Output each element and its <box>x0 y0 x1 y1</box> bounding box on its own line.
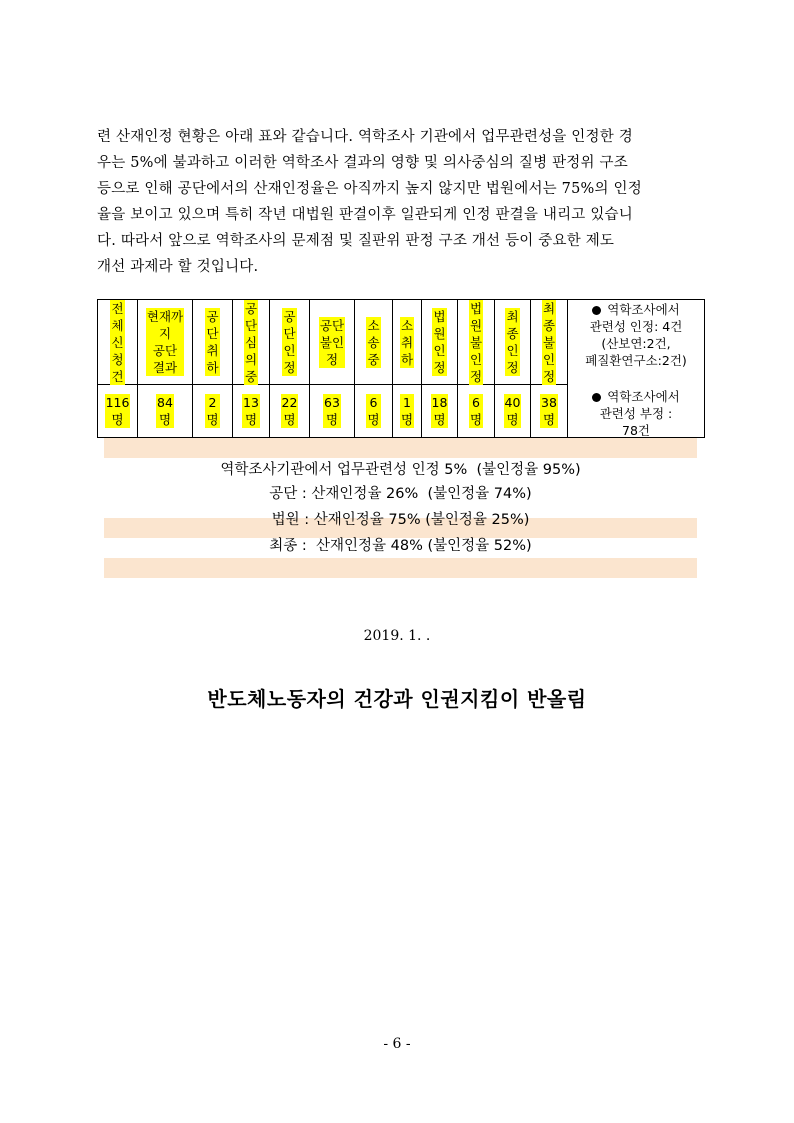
value-label: 18 명 <box>431 394 448 427</box>
summary-line-corporation: 공단 : 산재인정율 26% (불인정율 74%) <box>269 486 532 502</box>
value-cell <box>458 384 495 437</box>
header-label: 공 단 취 하 <box>206 309 219 375</box>
header-cell <box>233 300 270 384</box>
body-paragraph <box>97 124 667 280</box>
status-table <box>97 299 705 438</box>
header-cell <box>138 300 193 384</box>
header-label: 소 취 하 <box>400 317 414 367</box>
header-cell <box>193 300 233 384</box>
summary-line-court: 법원 : 산재인정율 75% (불인정율 25%) <box>271 512 530 528</box>
value-cell <box>422 384 458 437</box>
value-label: 22 명 <box>281 394 298 427</box>
value-cell <box>495 384 531 437</box>
value-label: 6 명 <box>367 394 380 427</box>
paragraph-line: 다. 따라서 앞으로 역학조사의 문제점 및 질판위 판정 구조 개선 등이 중요한 제도 <box>97 233 615 249</box>
bullet-icon <box>592 393 601 402</box>
header-cell <box>495 300 531 384</box>
paragraph-line: 율을 보이고 있으며 특히 작년 대법원 판결이후 일관되게 인정 판결을 내리고 있습니 <box>97 207 633 223</box>
value-cell <box>310 384 355 437</box>
value-label: 1 명 <box>400 394 414 427</box>
header-label: 현재까 지 공단 결과 <box>146 309 184 375</box>
header-cell <box>270 300 310 384</box>
value-cell <box>531 384 568 437</box>
value-cell <box>393 384 422 437</box>
value-label: 116 명 <box>105 394 130 427</box>
header-label: 공 단 인 정 <box>283 309 296 375</box>
organization-signature: 반도체노동자의 건강과 인권지킴이 반올림 <box>207 687 587 711</box>
value-label: 84 명 <box>157 394 173 427</box>
note-recognized <box>568 301 704 369</box>
value-label: 2 명 <box>206 394 219 427</box>
value-label: 13 명 <box>243 394 259 427</box>
value-cell <box>138 384 193 437</box>
header-cell <box>355 300 393 384</box>
value-cell <box>193 384 233 437</box>
summary-line-epidemiology: 역학조사기관에서 업무관련성 인정 5% (불인정율 95%) <box>220 462 581 478</box>
value-cell <box>355 384 393 437</box>
value-label: 6 명 <box>469 394 483 427</box>
header-label: 소 송 중 <box>367 317 380 367</box>
header-label: 최 종 불 인 정 <box>542 300 556 384</box>
header-cell <box>458 300 495 384</box>
summary-line-final: 최종 : 산재인정율 48% (불인정율 52%) <box>269 538 532 554</box>
paragraph-line: 개선 과제라 할 것입니다. <box>97 259 259 275</box>
header-cell <box>393 300 422 384</box>
header-label: 공단 불인 정 <box>319 317 345 367</box>
band <box>104 558 697 578</box>
header-label: 전 체 신 청 건 <box>111 300 124 384</box>
paragraph-line: 등으로 인해 공단에서의 산재인정율은 아직까지 높지 않지만 법원에서는 75%의 인정 <box>97 181 642 197</box>
header-label: 최 종 인 정 <box>506 309 519 375</box>
value-cell <box>233 384 270 437</box>
header-cell <box>531 300 568 384</box>
header-label: 법 원 불 인 정 <box>469 300 483 384</box>
band <box>104 438 697 458</box>
header-cell <box>98 300 138 384</box>
document-date: 2019. 1. . <box>363 628 431 644</box>
table-header-row <box>98 300 568 385</box>
header-label: 법 원 인 정 <box>433 309 446 375</box>
bullet-icon <box>592 306 601 315</box>
value-cell <box>270 384 310 437</box>
paragraph-line: 우는 5%에 불과하고 이러한 역학조사 결과의 영향 및 의사중심의 질병 판정위 구조 <box>97 155 628 171</box>
value-cell <box>98 384 138 437</box>
value-label: 40 명 <box>504 394 521 427</box>
note-denied-text: 역학조사에서 관련성 부정 : 78건 <box>599 389 680 438</box>
table-values-row <box>98 384 568 437</box>
value-label: 38 명 <box>541 394 557 427</box>
paragraph-line: 련 산재인정 현황은 아래 표와 같습니다. 역학조사 기관에서 업무관련성을 인정한 경 <box>97 129 633 145</box>
header-cell <box>310 300 355 384</box>
value-label: 63 명 <box>324 394 340 427</box>
page-number: - 6 - <box>383 1036 411 1052</box>
header-label: 공 단 심 의 중 <box>244 300 258 384</box>
note-recognized-text: 역학조사에서 관련성 인정: 4건 (산보연:2건, 폐질환연구소:2건) <box>585 302 687 368</box>
note-denied <box>568 388 704 439</box>
header-cell <box>422 300 458 384</box>
